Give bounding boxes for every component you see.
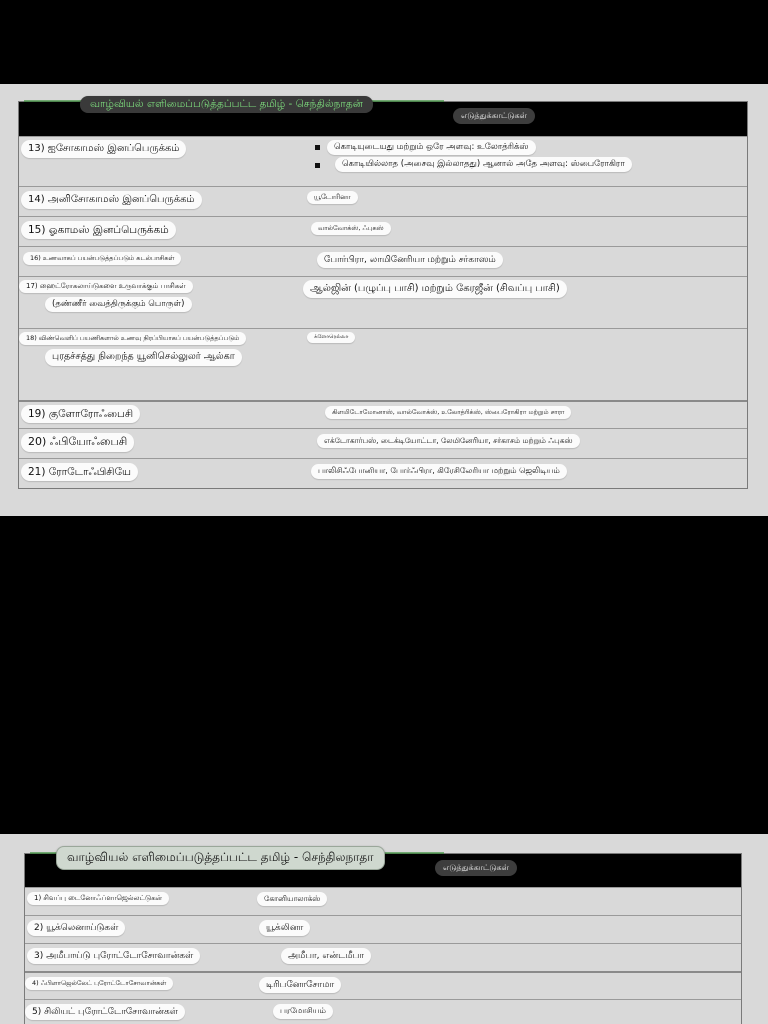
- row-example: எக்டோகார்பஸ், டைக்டியோட்டா, லேமினேரியா, சர்காசம் மற்றும் ஃபுகஸ்: [317, 434, 580, 448]
- table-row: [19, 428, 747, 459]
- row-name: 19) குளோரோஃபைசி: [21, 405, 140, 423]
- page-title: வாழ்வியல் எளிமைப்படுத்தப்பட்ட தமிழ் - செந்தில்நாதன்: [80, 96, 373, 113]
- row-example: டிரிபனோசோமா: [259, 977, 341, 993]
- row-name-detail: (தண்ணீர் வைத்திருக்கும் பொருள்): [45, 297, 192, 312]
- row-example: அமீபா, என்டமீபா: [281, 948, 371, 964]
- row-example: ஆல்ஜின் (பழுப்பு பாசி) மற்றும் கேரஜீன் (சிவப்பு பாசி): [303, 280, 567, 298]
- row-name-detail: புரதச்சத்து நிறைந்த யூனிசெல்லுலர் ஆல்கா: [45, 349, 242, 366]
- table-row: [19, 276, 747, 329]
- row-example: யூக்லினா: [259, 920, 310, 936]
- row-example: பாலிசிஃபோனியா, போர்ஃபிரா, கிரேசிலேரியா மற்றும் ஜெலிடியம்: [311, 464, 567, 479]
- row-name: 15) ஓகாமஸ் இனப்பெருக்கம்: [21, 221, 176, 239]
- classification-table: [24, 853, 742, 1024]
- row-name: 21) ரோடோஃபிசியே: [21, 463, 138, 481]
- table-row: [19, 400, 747, 430]
- table-row: [19, 458, 747, 489]
- bullet-icon: [315, 163, 320, 168]
- table-row: [19, 216, 747, 247]
- row-name: 2) யூக்லெனாய்டுகள்: [27, 920, 125, 936]
- row-example: வால்வோக்ஸ், ஃபுகஸ்: [311, 222, 391, 235]
- row-name: 16) உணவாகப் பயன்படுத்தப்படும் கடல்பாசிகள்: [23, 252, 181, 265]
- table-row: [25, 887, 741, 916]
- table-row: [19, 246, 747, 277]
- table-row: [25, 999, 741, 1024]
- row-name: 17) ஹைட்ரோகலாய்டுகளை உருவாக்கும் பாசிகள்: [19, 280, 193, 293]
- row-example: க்ளோரெல்லா: [307, 332, 355, 343]
- table-row: [19, 136, 747, 187]
- table-row: [25, 915, 741, 944]
- table-row: [19, 328, 747, 401]
- row-example: கொடியில்லாத (அசைவு இல்லாதது) ஆனால் அதே அளவு: ஸ்பைரோகிரா: [335, 157, 632, 172]
- row-example: பரமோசியம்: [273, 1004, 333, 1019]
- row-name: 14) அனிசோகாமஸ் இனப்பெருக்கம்: [21, 191, 202, 209]
- bullet-icon: [315, 145, 320, 150]
- row-name: 5) சிலியட் புரோட்டோசோவான்கள்: [25, 1004, 185, 1020]
- row-name: 3) அமீபாய்டு புரோட்டோசோவான்கள்: [27, 948, 200, 964]
- row-example: கிளமிடோமோனாஸ், வால்வோக்ஸ், உலோத்ரிக்ஸ், ஸ்பைரோகிரா மற்றும் சாரா: [325, 406, 571, 419]
- page-title: வாழ்வியல் எளிமைப்படுத்தப்பட்ட தமிழ் - செந்திலநாதா: [56, 846, 385, 870]
- row-example: யூடோரினா: [307, 191, 358, 204]
- row-name: 20) ஃபியோஃபைசி: [21, 433, 134, 452]
- slide-2: [0, 834, 768, 1024]
- row-example: கொடியுடையது மற்றும் ஒரே அளவு: உலோத்ரிக்ஸ்: [327, 140, 536, 155]
- table-row: [19, 186, 747, 217]
- examples-header: எடுத்துக்காட்டுகள்: [435, 860, 517, 876]
- row-example: போர்பிரா, லாமினேரியா மற்றும் சர்காஸம்: [317, 252, 503, 268]
- classification-table: [18, 101, 748, 489]
- row-example: கோனியாலாக்ஸ்: [257, 892, 327, 906]
- examples-header: எடுத்துக்காட்டுகள்: [453, 108, 535, 124]
- row-name: 4) ஃபிளாஜெல்லேட் புரோட்டோசோவான்கள்: [25, 977, 173, 990]
- row-name: 18) விண்வெளிப் பயணிகளால் உணவு நிரப்பியாகப் பயன்படுத்தப்படும்: [19, 332, 246, 345]
- row-name: 13) ஐசோகாமஸ் இனப்பெருக்கம்: [21, 140, 186, 158]
- table-row: [25, 943, 741, 972]
- slide-1: [0, 84, 768, 516]
- table-row: [25, 971, 741, 1001]
- row-name: 1) சிவப்பு டைனோஃப்ளாஜெல்லட்டுகள்: [27, 892, 169, 905]
